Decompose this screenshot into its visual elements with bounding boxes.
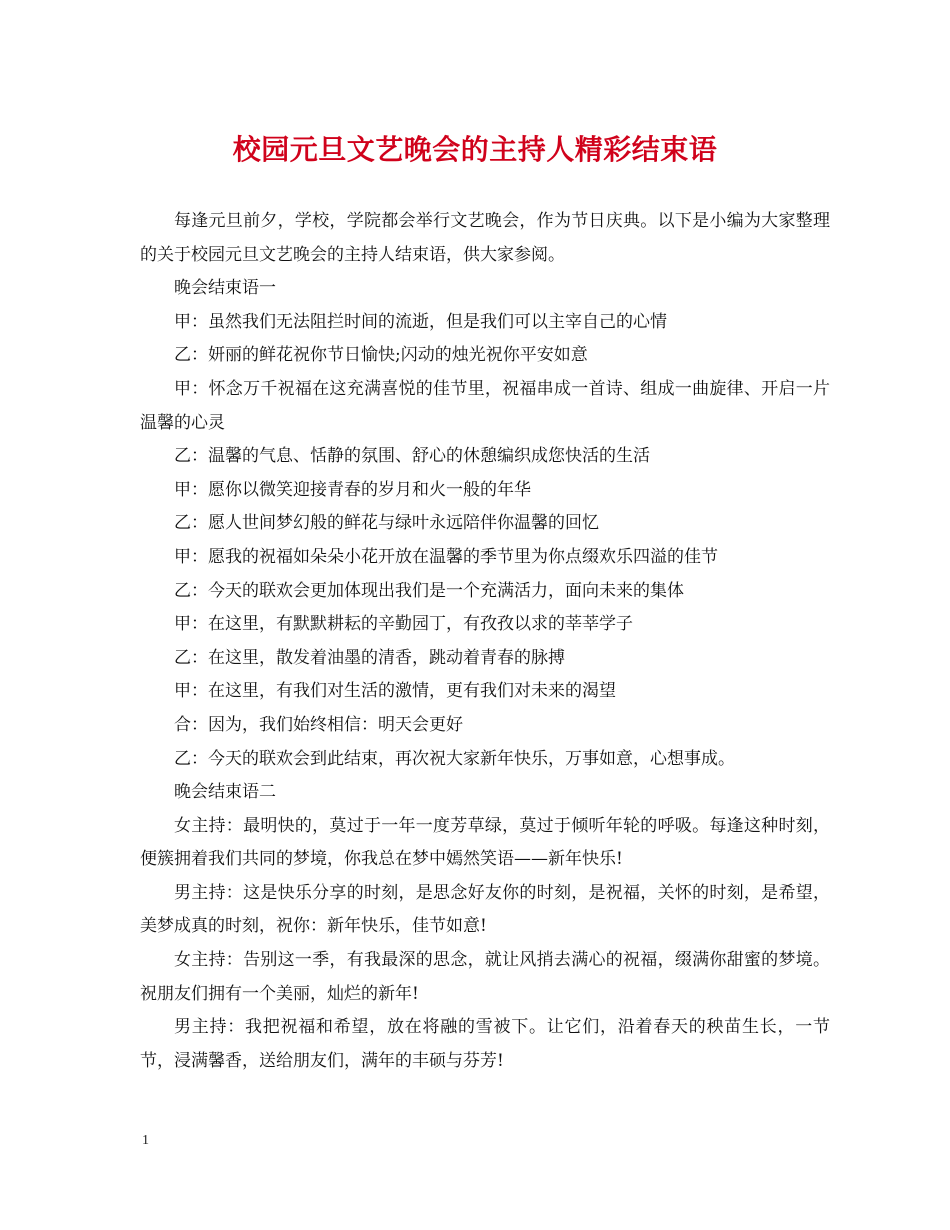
document-body [140, 205, 830, 1078]
dialogue-line: 乙：妍丽的鲜花祝你节日愉快;闪动的烛光祝你平安如意 [174, 345, 588, 366]
page-title: 校园元旦文艺晚会的主持人精彩结束语 [232, 133, 718, 166]
dialogue-line: 女主持：最明快的，莫过于一年一度芳草绿，莫过于倾听年轮的呼吸。每逢这种时刻，便簇拥着我们共同的梦境，你我总在梦中嫣然笑语——新年快乐! [140, 815, 830, 870]
intro-paragraph: 每逢元旦前夕，学校，学院都会举行文艺晚会，作为节日庆典。以下是小编为大家整理的关于校园元旦文艺晚会的主持人结束语，供大家参阅。 [140, 211, 830, 265]
dialogue-line: 女主持：告别这一季，有我最深的思念，就让风捎去满心的祝福，缀满你甜蜜的梦境。祝朋友们拥有一个美丽，灿烂的新年! [140, 950, 830, 1004]
dialogue-line: 甲：愿你以微笑迎接青春的岁月和火一般的年华 [174, 479, 531, 500]
dialogue-line: 乙：今天的联欢会到此结束，再次祝大家新年快乐，万事如意，心想事成。 [174, 748, 735, 769]
dialogue-line: 甲：在这里，有默默耕耘的辛勤园丁，有孜孜以求的莘莘学子 [174, 614, 633, 635]
page-number: 1 [142, 1133, 149, 1148]
section-heading-one: 晚会结束语一 [174, 278, 276, 299]
dialogue-line: 甲：在这里，有我们对生活的激情，更有我们对未来的渴望 [174, 681, 616, 702]
dialogue-line: 甲：怀念万千祝福在这充满喜悦的佳节里，祝福串成一首诗、组成一曲旋律、开启一片温馨的心灵 [140, 378, 830, 433]
dialogue-line: 合：因为，我们始终相信：明天会更好 [174, 714, 463, 735]
dialogue-line: 男主持：这是快乐分享的时刻，是思念好友你的时刻，是祝福，关怀的时刻，是希望，美梦成真的时刻，祝你：新年快乐，佳节如意! [140, 882, 830, 937]
dialogue-line: 乙：温馨的气息、恬静的氛围、舒心的休憩编织成您快活的生活 [174, 446, 650, 467]
dialogue-line: 甲：虽然我们无法阻拦时间的流逝，但是我们可以主宰自己的心情 [174, 311, 667, 332]
section-heading-two: 晚会结束语二 [174, 782, 276, 803]
dialogue-line: 男主持：我把祝福和希望，放在将融的雪被下。让它们，沿着春天的秧苗生长，一节节，浸满馨香，送给朋友们，满年的丰硕与芬芳! [140, 1017, 830, 1071]
dialogue-line: 甲：愿我的祝福如朵朵小花开放在温馨的季节里为你点缀欢乐四溢的佳节 [174, 546, 718, 567]
dialogue-line: 乙：在这里，散发着油墨的清香，跳动着青春的脉搏 [174, 647, 565, 668]
dialogue-line: 乙：今天的联欢会更加体现出我们是一个充满活力，面向未来的集体 [174, 580, 684, 601]
dialogue-line: 乙：愿人世间梦幻般的鲜花与绿叶永远陪伴你温馨的回忆 [174, 513, 599, 534]
